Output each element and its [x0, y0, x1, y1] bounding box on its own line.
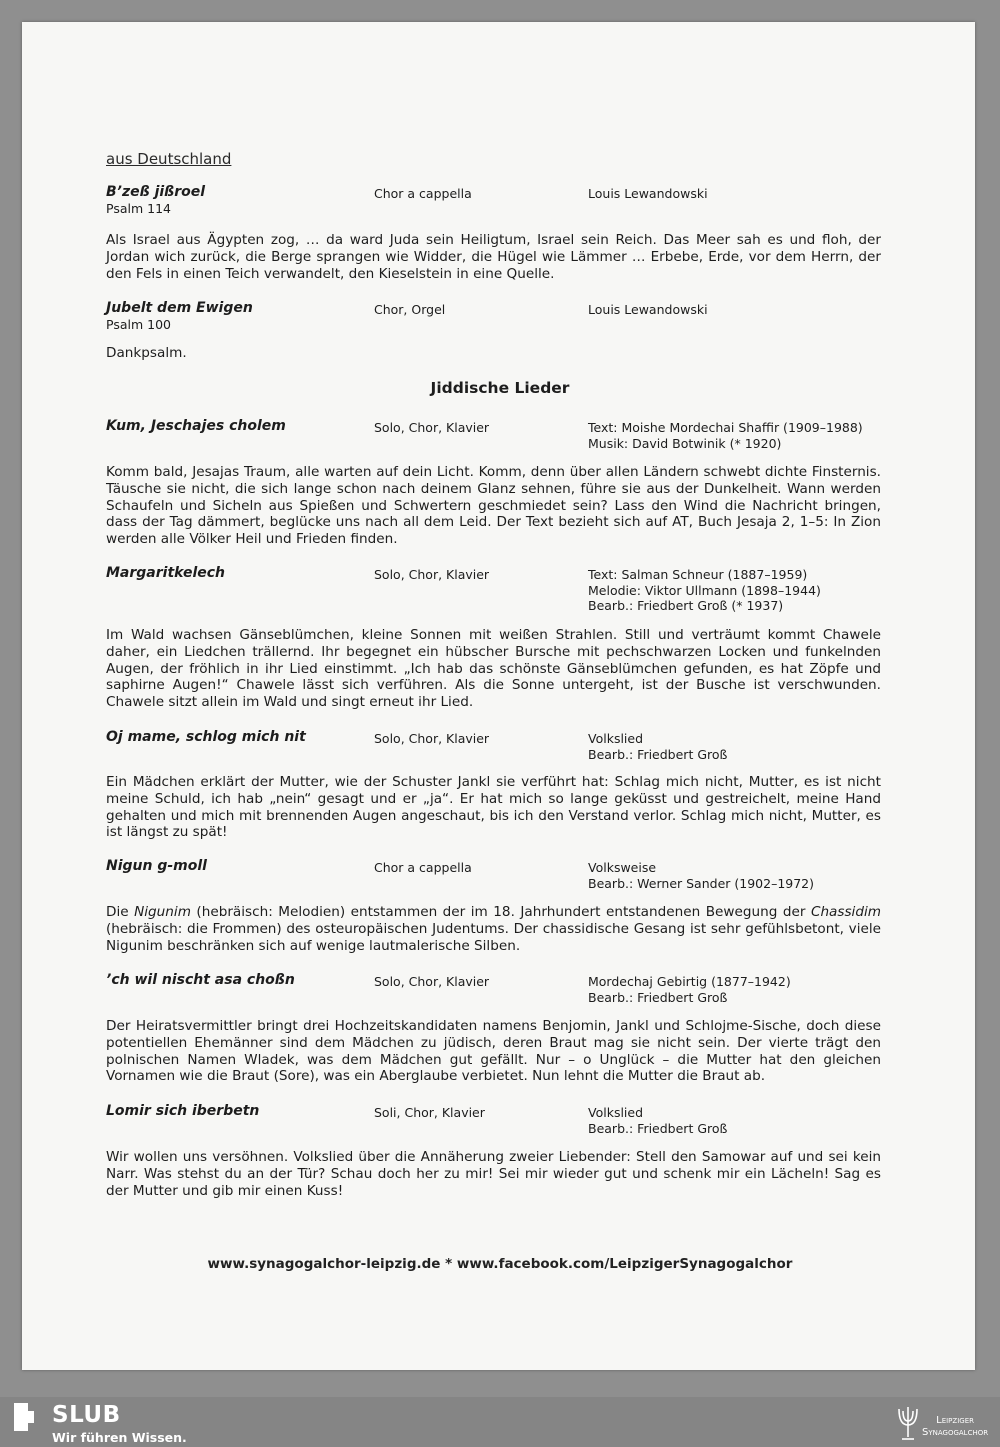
- partner-name: [922, 1415, 988, 1439]
- song-credits: [588, 1105, 727, 1136]
- song-credits: [588, 731, 727, 762]
- song-title: Oj mame, schlog mich nit: [106, 729, 306, 745]
- song-subtitle: Psalm 114: [106, 201, 171, 216]
- credit-line: Bearb.: Friedbert Groß: [588, 989, 728, 1005]
- partner-line: Synagogalchor: [922, 1427, 989, 1438]
- credit-line: Text: Salman Schneur (1887–1959): [588, 567, 808, 582]
- song-credits: [588, 567, 821, 614]
- credit-line: Text: Moishe Mordechai Shaffir (1909–1988): [588, 420, 863, 435]
- credit-line: Louis Lewandowski: [588, 186, 708, 201]
- song-description: Im Wald wachsen Gänseblümchen, kleine Sonnen mit weißen Strahlen. Still und verträumt kommt Chawele daher, ein Liedchen trällernd. Ihr begegnet ein hübscher Bursche mit pechschwarzen Locken und funkelnden Augen, der fröhlich in ihr Lied einstimmt. „Ich hab das schönste Gänseblümchen gefunden, es hat Zöpfe und saphirne Augen!“ Chawele lässt sich verführen. Als die Sonne untergeht, ist der Busche ist verschwunden. Chawele sitzt allein im Wald und singt erneut ihr Lied.: [106, 627, 881, 711]
- credit-line: Musik: David Botwinik (* 1920): [588, 435, 782, 451]
- desc-text: Die: [106, 904, 135, 920]
- slub-logo-icon: [14, 1403, 42, 1431]
- credit-line: Bearb.: Friedbert Groß (* 1937): [588, 598, 784, 613]
- song-description: Komm bald, Jesajas Traum, alle warten auf dein Licht. Komm, denn über allen Ländern schwebt dichte Finsternis. Täusche sie nicht, die sich lange schon nach deinem Glanz sehnen, führe sie aus der Dunkelheit. Wann werden Schaufeln und Sicheln aus Spießen und Schwertern geschmiedet sein? Lass den Wind die Nachricht bringen, dass der Tag dämmert, beglücke uns nach all dem Leid. Der Text bezieht sich auf AT, Buch Jesaja 2, 1–5: In Zion werden alle Völker Heil und Frieden finden.: [106, 464, 881, 548]
- partner-line: Leipziger: [936, 1415, 974, 1426]
- credit-line: Bearb.: Friedbert Groß: [588, 1120, 728, 1136]
- song-credits: [588, 186, 708, 202]
- song-title: ’ch wil nischt asa choßn: [106, 972, 295, 988]
- song-title: B’zeß jißroel: [106, 184, 206, 200]
- song-scoring: Solo, Chor, Klavier: [374, 731, 490, 746]
- credit-line: Bearb.: Friedbert Groß: [588, 746, 728, 762]
- song-description: Dankpsalm.: [106, 345, 187, 361]
- desc-term: Nigunim: [134, 904, 191, 920]
- song-scoring: Chor a cappella: [374, 860, 472, 875]
- song-title: Jubelt dem Ewigen: [106, 300, 253, 316]
- song-subtitle: Psalm 100: [106, 317, 171, 332]
- credit-line: Bearb.: Werner Sander (1902–1972): [588, 875, 815, 891]
- desc-text: (hebräisch: Melodien) entstammen der im 18. Jahrhundert entstandenen Bewegung der: [190, 904, 811, 920]
- song-title: Margaritkelech: [106, 565, 226, 581]
- song-description: [106, 904, 881, 954]
- desc-term: Chassidim: [810, 904, 881, 920]
- song-credits: [588, 974, 791, 1005]
- song-credits: [588, 302, 708, 318]
- song-description: Wir wollen uns versöhnen. Volkslied über die Annäherung zweier Liebender: Stell den Samowar auf und sei kein Narr. Was stehst du an der Tür? Schau doch her zu mir! Sei mir wieder gut und schenk mir ein Lächeln! Sag es der Mutter und gib mir einen Kuss!: [106, 1149, 881, 1199]
- credit-line: Volkslied: [588, 1105, 644, 1120]
- song-credits: [588, 860, 814, 891]
- song-scoring: Solo, Chor, Klavier: [374, 567, 490, 582]
- song-scoring: Chor a cappella: [374, 186, 472, 201]
- credit-line: Melodie: Viktor Ullmann (1898–1944): [588, 582, 821, 598]
- slub-name: SLUB: [52, 1402, 121, 1428]
- song-title: Nigun g-moll: [106, 858, 207, 874]
- footer-links[interactable]: www.synagogalchor-leipzig.de * www.facebook.com/LeipzigerSynagogalchor: [207, 1256, 793, 1272]
- section-title: aus Deutschland: [106, 150, 232, 168]
- song-scoring: Solo, Chor, Klavier: [374, 974, 490, 989]
- section-heading: Jiddische Lieder: [430, 379, 570, 397]
- song-scoring: Chor, Orgel: [374, 302, 446, 317]
- credit-line: Volkslied: [588, 731, 644, 746]
- song-credits: [588, 420, 863, 451]
- song-title: Lomir sich iberbetn: [106, 1103, 260, 1119]
- song-description: Ein Mädchen erklärt der Mutter, wie der Schuster Jankl sie verführt hat: Schlag mich nicht, Mutter, es ist nicht meine Schuld, ich hab „nein“ gesagt und er „ja“. Er hat mich so lange geküsst und gestreichelt, meine Hand gehalten und mich mit brennenden Augen angeschaut, bis ich den Verstand verlor. Schlag mich nicht, Mutter, es ist längst zu spät!: [106, 774, 881, 841]
- song-description: Als Israel aus Ägypten zog, … da ward Juda sein Heiligtum, Israel sein Reich. Das Meer sah es und floh, der Jordan wich zurück, die Berge sprangen wie Widder, die Hügel wie Lämmer … Erbebe, Erde, vor dem Herrn, der den Fels in einen Teich verwandelt, den Kieselstein in eine Quelle.: [106, 232, 881, 282]
- credit-line: Louis Lewandowski: [588, 302, 708, 317]
- song-scoring: Soli, Chor, Klavier: [374, 1105, 485, 1120]
- song-scoring: Solo, Chor, Klavier: [374, 420, 490, 435]
- menorah-icon: [896, 1403, 920, 1443]
- credit-line: Volksweise: [588, 860, 657, 875]
- credit-line: Mordechaj Gebirtig (1877–1942): [588, 974, 791, 989]
- song-description: Der Heiratsvermittler bringt drei Hochzeitskandidaten namens Benjomin, Jankl und Schlojme-Sische, doch diese potentiellen Ehemänner sind dem Mädchen zu jüdisch, deren Braut mag sie nicht sein. Der vierte trägt den polnischen Namen Wladek, was dem Mädchen gut gefällt. Nur – o Unglück – die Mutter hat den gleichen Vornamen wie die Braut (Sore), was ein Aberglaube verbietet. Nun lehnt die Mutter die Braut ab.: [106, 1018, 881, 1085]
- slub-tagline: Wir führen Wissen.: [52, 1430, 187, 1445]
- song-title: Kum, Jeschajes cholem: [106, 418, 286, 434]
- desc-text: (hebräisch: die Frommen) des osteuropäischen Judentums. Der chassidische Gesang ist sehr gefühlsbetont, viele Nigunim beschränken sich auf wenige lautmalerische Silben.: [106, 920, 881, 954]
